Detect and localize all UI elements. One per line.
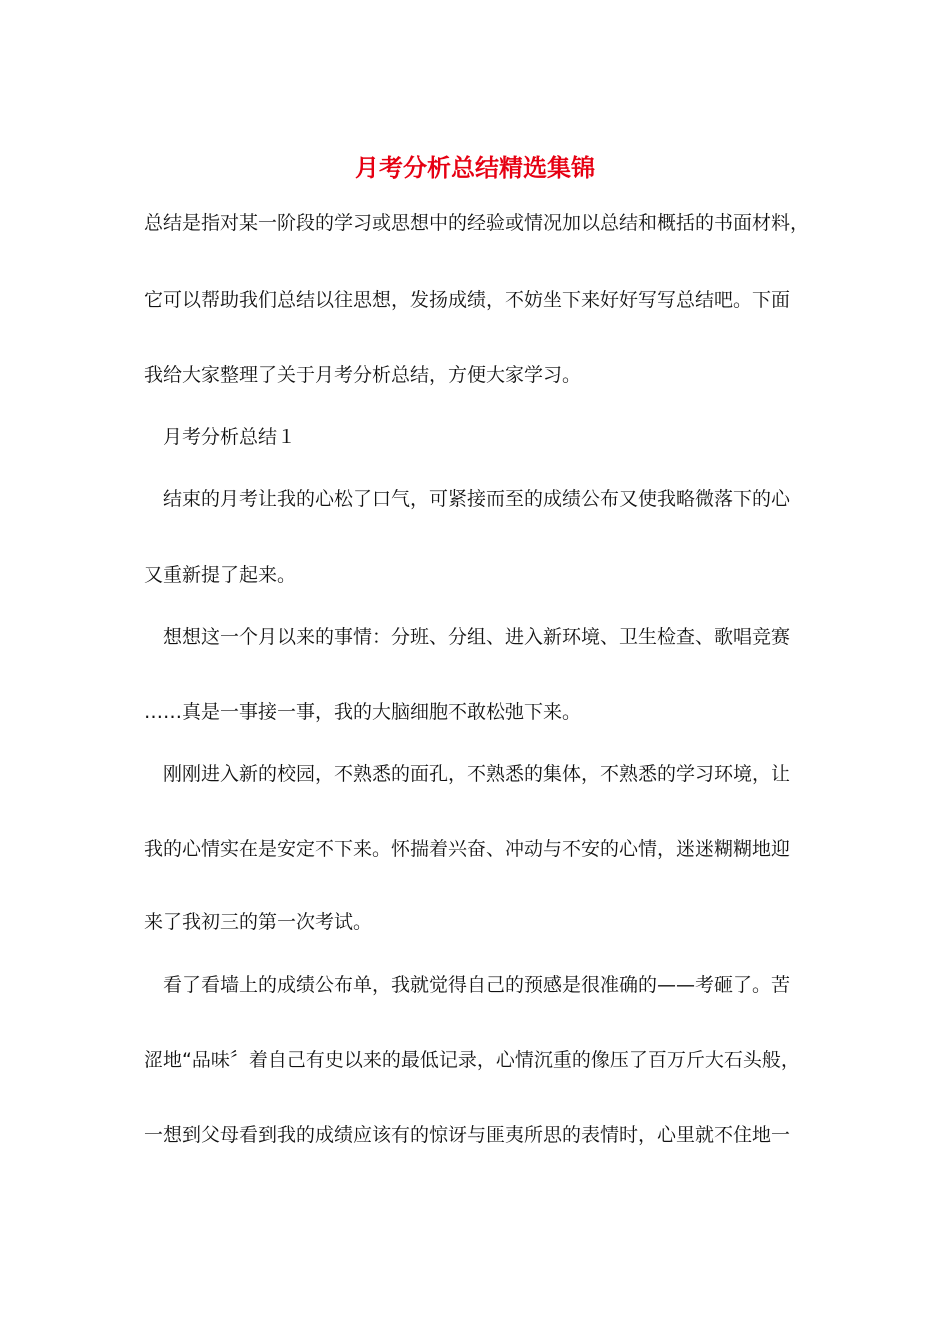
text-line-3: 我给大家整理了关于月考分析总结，方便大家学习。 <box>144 364 582 386</box>
text-line-7: 想想这一个月以来的事情：分班、分组、进入新环境、卫生检查、歌唱竞赛 <box>163 626 791 648</box>
text-line-11: 来了我初三的第一次考试。 <box>144 911 373 933</box>
document-title: 月考分析总结精选集锦 <box>355 153 595 182</box>
text-line-6: 又重新提了起来。 <box>144 564 297 586</box>
section-heading: 月考分析总结１ <box>163 426 297 448</box>
text-line-8: ……真是一事接一事，我的大脑细胞不敢松弛下来。 <box>144 701 582 723</box>
text-line-14: 一想到父母看到我的成绩应该有的惊讶与匪夷所思的表情时，心里就不住地一 <box>144 1124 791 1146</box>
text-line-9: 刚刚进入新的校园，不熟悉的面孔，不熟悉的集体，不熟悉的学习环境，让 <box>163 763 791 785</box>
text-line-10: 我的心情实在是安定不下来。怀揣着兴奋、冲动与不安的心情，迷迷糊糊地迎 <box>144 838 791 860</box>
text-line-5: 结束的月考让我的心松了口气，可紧接而至的成绩公布又使我略微落下的心 <box>163 488 791 510</box>
text-line-1: 总结是指对某一阶段的学习或思想中的经验或情况加以总结和概括的书面材料， <box>144 212 810 234</box>
text-line-2: 它可以帮助我们总结以往思想，发扬成绩，不妨坐下来好好写写总结吧。下面 <box>144 289 791 311</box>
text-line-12: 看了看墙上的成绩公布单，我就觉得自己的预感是很准确的——考砸了。苦 <box>163 974 791 996</box>
text-line-13: 涩地“品味〞着自己有史以来的最低记录，心情沉重的像压了百万斤大石头般， <box>144 1049 800 1071</box>
